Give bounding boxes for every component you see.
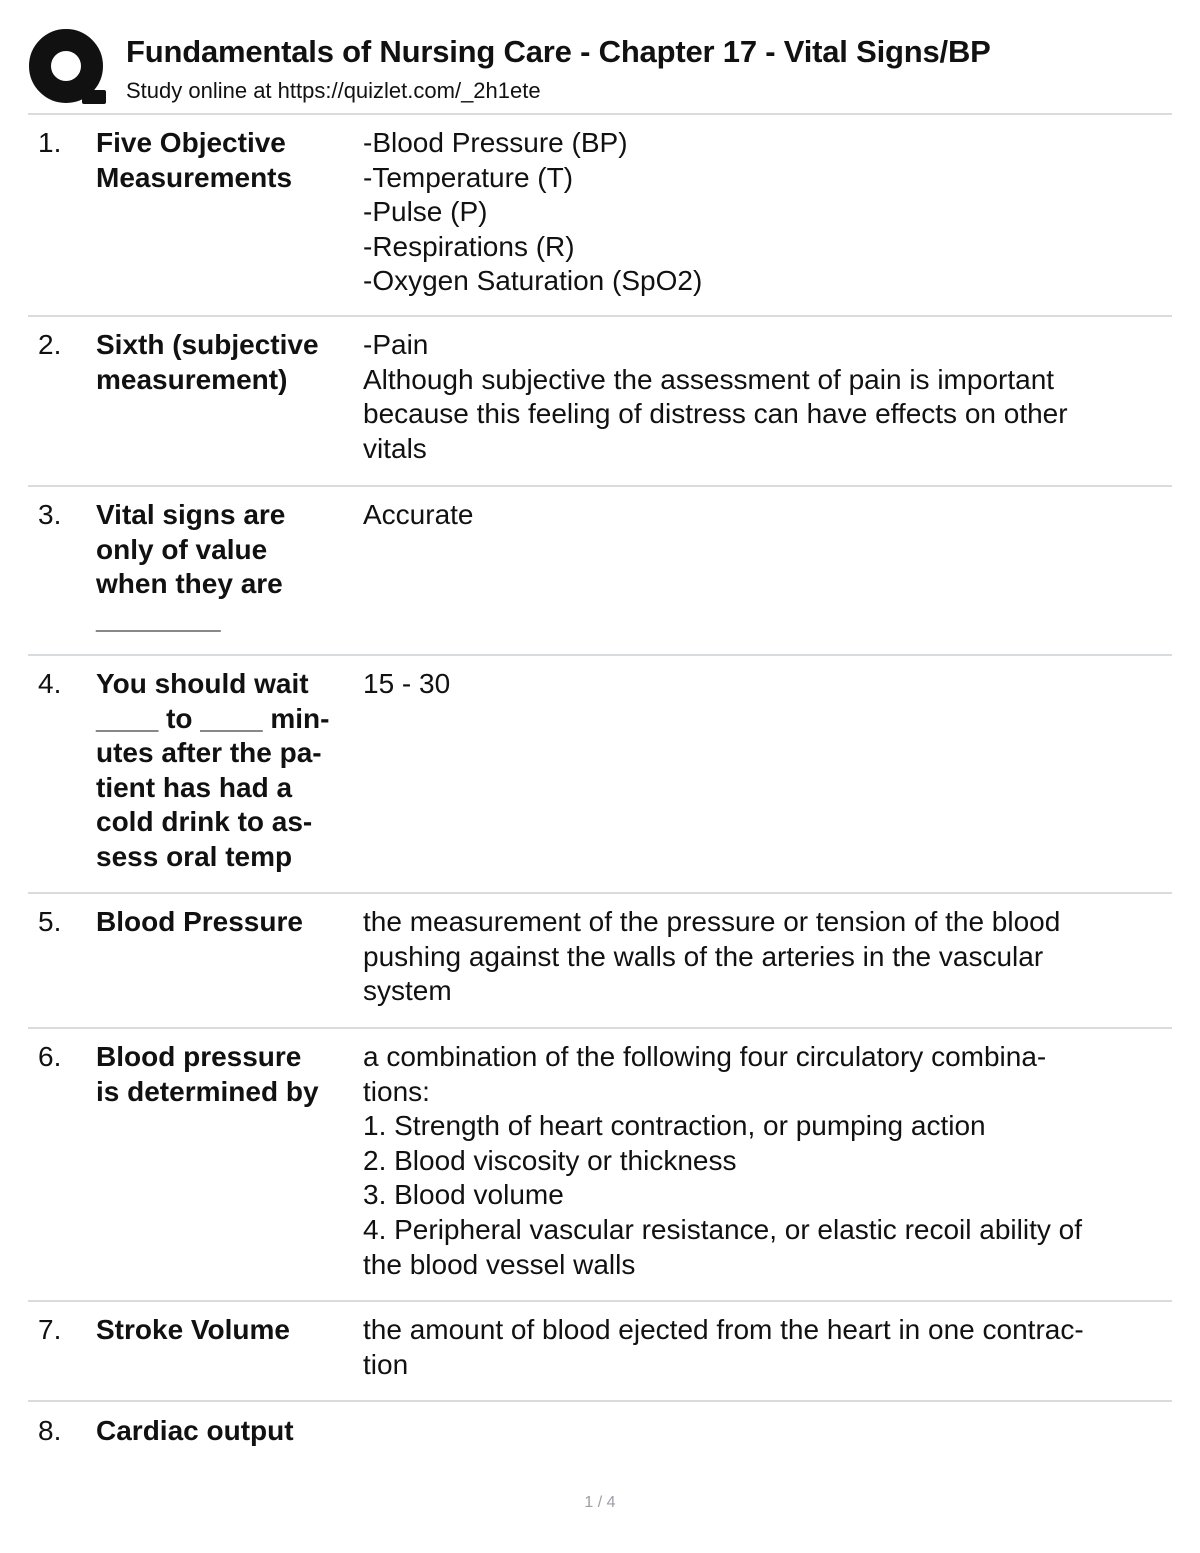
card-term: You should wait ____ to ____ min- utes after the pa- tient has had a cold drink to as- sess oral temp [96, 668, 330, 872]
card-number: 7. [38, 1314, 62, 1345]
card-definition: the measurement of the pressure or tension of the blood pushing against the walls of the arteries in the vascular system [363, 906, 1061, 1007]
divider [28, 315, 1172, 317]
card-number: 6. [38, 1041, 62, 1072]
divider [28, 892, 1172, 894]
study-link-text: Study online at https://quizlet.com/_2h1ete [126, 78, 541, 103]
card-definition: Accurate [363, 499, 474, 530]
divider [28, 113, 1172, 115]
card-definition: -Pain Although subjective the assessment of pain is important because this feeling of distress can have effects on other vitals [363, 329, 1068, 464]
card-term: Blood pressure is determined by [96, 1041, 319, 1107]
quizlet-q-logo-icon [28, 28, 108, 108]
card-number: 5. [38, 906, 62, 937]
card-term: Cardiac output [96, 1415, 294, 1446]
page-indicator: 1 / 4 [584, 1494, 616, 1511]
card-definition: the amount of blood ejected from the heart in one contrac- tion [363, 1314, 1084, 1380]
divider [28, 485, 1172, 487]
card-number: 2. [38, 329, 62, 360]
card-number: 3. [38, 499, 62, 530]
divider [28, 1027, 1172, 1029]
card-number: 4. [38, 668, 62, 699]
document-title: Fundamentals of Nursing Care - Chapter 17 - Vital Signs/BP [126, 34, 991, 69]
card-number: 1. [38, 127, 62, 158]
card-term: Blood Pressure [96, 906, 303, 937]
card-term: Five Objective Measurements [96, 127, 293, 193]
divider [28, 1300, 1172, 1302]
card-term: Stroke Volume [96, 1314, 290, 1345]
divider [28, 654, 1172, 656]
document-header [28, 28, 1172, 112]
card-definition: a combination of the following four circulatory combina- tions: 1. Strength of heart contraction, or pumping action 2. Blood viscosity or thickness 3. Blood volume 4. Peripheral vascular resistance, or elastic recoil ability of the blood vessel walls [363, 1041, 1082, 1280]
card-number: 8. [38, 1415, 62, 1446]
divider [28, 1400, 1172, 1402]
card-definition: 15 - 30 [363, 668, 451, 699]
card-term: Sixth (subjective measurement) [96, 329, 319, 395]
card-definition: -Blood Pressure (BP) -Temperature (T) -Pulse (P) -Respirations (R) -Oxygen Saturation (SpO2) [363, 127, 703, 297]
card-term: Vital signs are only of value when they are ________ [96, 499, 286, 634]
